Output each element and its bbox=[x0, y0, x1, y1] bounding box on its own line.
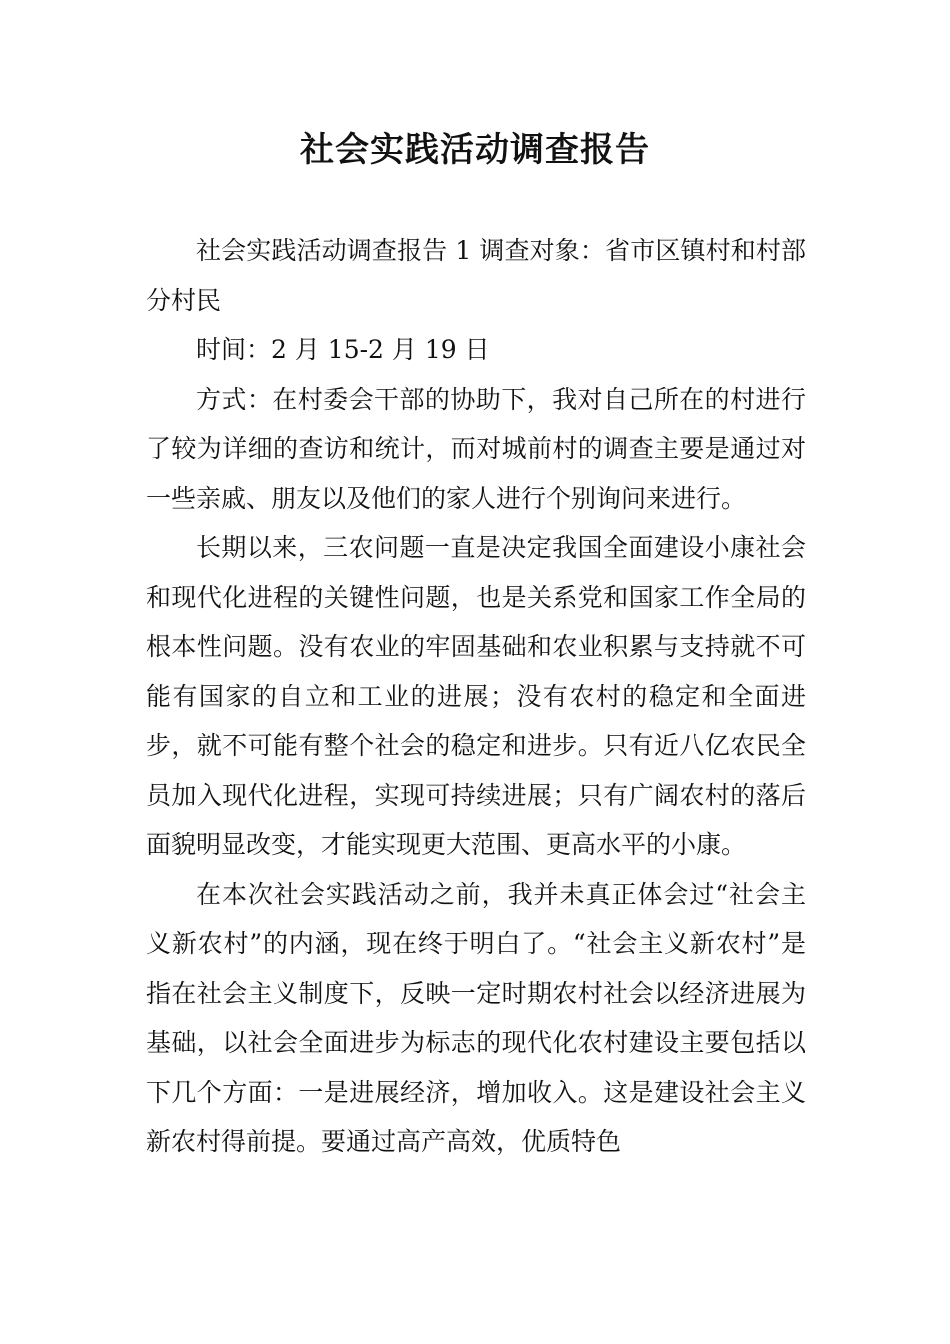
paragraph-new-countryside: 在本次社会实践活动之前，我并未真正体会过“社会主义新农村”的内涵，现在终于明白了。“社会主义新农村”是指在社会主义制度下，反映一定时期农村社会以经济进展为基础，以社会全面进步为标志的现代化农村建设主要包括以下几个方面：一是进展经济，增加收入。这是建设社会主义新农村得前提。要通过高产高效，优质特色 bbox=[146, 879, 806, 1156]
document-title: 社会实践活动调查报告 bbox=[300, 130, 650, 170]
paragraph-survey-method: 方式：在村委会干部的协助下，我对自己所在的村进行了较为详细的查访和统计，而对城前村的调查主要是通过对一些亲戚、朋友以及他们的家人进行个别询问来进行。 bbox=[146, 384, 806, 513]
paragraph-background: 长期以来，三农问题一直是决定我国全面建设小康社会和现代化进程的关键性问题，也是关系党和国家工作全局的根本性问题。没有农业的牢固基础和农业积累与支持就不可能有国家的自立和工业的进展；没有农村的稳定和全面进步，就不可能有整个社会的稳定和进步。只有近八亿农民全员加入现代化进程，实现可持续进展；只有广阔农村的落后面貌明显改变，才能实现更大范围、更高水平的小康。 bbox=[146, 533, 806, 859]
document-body bbox=[146, 226, 806, 1167]
paragraph-survey-time: 时间：2 月 15-2 月 19 日 bbox=[196, 335, 490, 364]
paragraph-survey-subject: 社会实践活动调查报告 1 调查对象：省市区镇村和村部分村民 bbox=[146, 236, 806, 315]
